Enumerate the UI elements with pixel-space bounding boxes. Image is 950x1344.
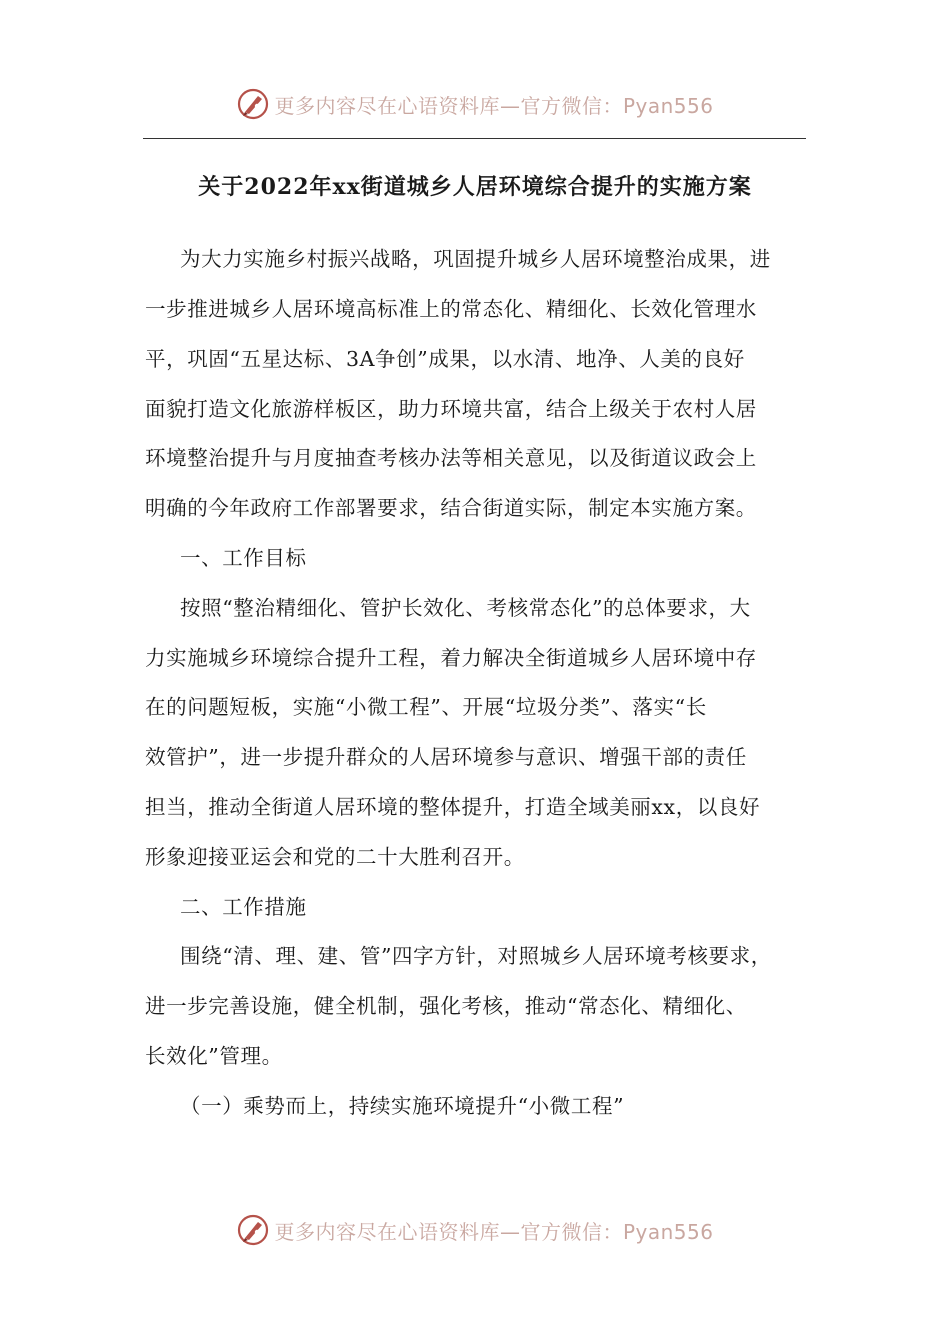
body-line: 环境整治提升与月度抽查考核办法等相关意见，以及街道议政会上 — [145, 446, 757, 470]
body-line: 长效化”管理。 — [145, 1044, 283, 1068]
body-line: 围绕“清、理、建、管”四字方针，对照城乡人居环境考核要求， — [180, 944, 772, 968]
document-title: 关于2022年xx街道城乡人居环境综合提升的实施方案 — [198, 174, 752, 200]
body-line: 效管护”，进一步提升群众的人居环境参与意识、增强干部的责任 — [145, 745, 747, 769]
body-line: 在的问题短板，实施“小微工程”、开展“垃圾分类”、落实“长 — [145, 695, 707, 719]
header-watermark — [0, 84, 950, 124]
body-line: 平，巩固“五星达标、3A争创”成果，以水清、地净、人美的良好 — [145, 347, 745, 371]
pen-circle-logo-icon — [236, 1213, 270, 1247]
body-line: 担当，推动全街道人居环境的整体提升，打造全域美丽xx，以良好 — [145, 795, 761, 819]
watermark-text: 更多内容尽在心语资料库—官方微信：Pyan556 — [274, 93, 714, 118]
section-heading: 一、工作目标 — [180, 546, 307, 570]
section-heading: 二、工作措施 — [180, 895, 307, 919]
body-line: 形象迎接亚运会和党的二十大胜利召开。 — [145, 845, 525, 869]
header-divider — [143, 138, 806, 139]
body-line: 进一步完善设施，健全机制，强化考核，推动“常态化、精细化、 — [145, 994, 747, 1018]
footer-watermark — [0, 1210, 950, 1250]
body-line: 为大力实施乡村振兴战略，巩固提升城乡人居环境整治成果，进 — [180, 247, 771, 271]
body-line: 按照“整治精细化、管护长效化、考核常态化”的总体要求，大 — [180, 596, 751, 620]
body-line: 面貌打造文化旅游样板区，助力环境共富，结合上级关于农村人居 — [145, 397, 757, 421]
subsection-heading: （一）乘势而上，持续实施环境提升“小微工程” — [180, 1094, 625, 1118]
watermark-text: 更多内容尽在心语资料库—官方微信：Pyan556 — [274, 1219, 714, 1244]
body-line: 力实施城乡环境综合提升工程，着力解决全街道城乡人居环境中存 — [145, 646, 757, 670]
pen-circle-logo-icon — [236, 87, 270, 121]
body-line: 明确的今年政府工作部署要求，结合街道实际，制定本实施方案。 — [145, 496, 757, 520]
body-line: 一步推进城乡人居环境高标准上的常态化、精细化、长效化管理水 — [145, 297, 757, 321]
